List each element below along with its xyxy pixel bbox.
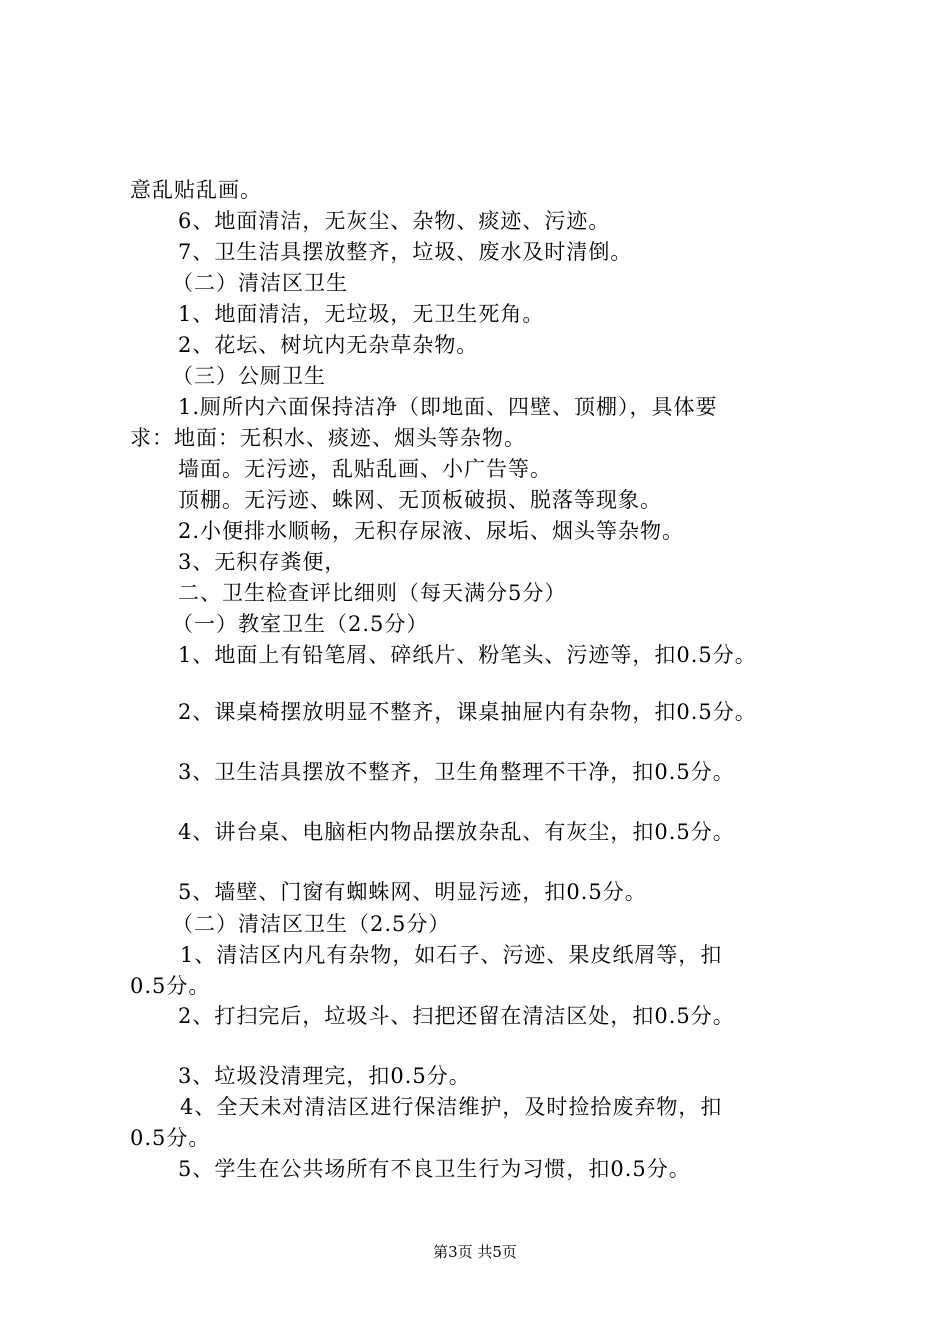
text-line: 0.5分。 (130, 974, 211, 998)
text-line: 墙面。无污迹，乱贴乱画、小广告等。 (178, 457, 552, 481)
text-line: 顶棚。无污迹、蛛网、无顶板破损、脱落等现象。 (178, 488, 662, 512)
text-line: 3、无积存粪便， (178, 550, 347, 574)
text-line: 1、清洁区内凡有杂物，如石子、污迹、果皮纸屑等，扣 (180, 943, 723, 967)
text-line: 5、墙壁、门窗有蜘蛛网、明显污迹，扣0.5分。 (178, 880, 647, 904)
text-line: 1、地面上有铅笔屑、碎纸片、粉笔头、污迹等，扣0.5分。 (178, 643, 757, 667)
text-line: 求：地面：无积水、痰迹、烟头等杂物。 (130, 426, 526, 450)
text-line: 1.厕所内六面保持洁净（即地面、四壁、顶棚），具体要 (178, 395, 718, 419)
text-line: 5、学生在公共场所有不良卫生行为习惯，扣0.5分。 (178, 1157, 691, 1181)
text-line: 6、地面清洁，无灰尘、杂物、痰迹、污迹。 (178, 209, 611, 233)
text-line: 意乱贴乱画。 (130, 178, 262, 202)
text-line: 4、全天未对清洁区进行保洁维护，及时捡拾废弃物，扣 (180, 1095, 723, 1119)
text-line: 2、课桌椅摆放明显不整齐，课桌抽屉内有杂物，扣0.5分。 (178, 700, 757, 724)
section-heading: 二、卫生检查评比细则（每天满分5分） (178, 581, 567, 605)
text-line: 0.5分。 (130, 1126, 211, 1150)
section-heading: （二）清洁区卫生 (172, 271, 348, 295)
page-footer: 第3页 共5页 (433, 1243, 517, 1261)
text-line: 3、卫生洁具摆放不整齐，卫生角整理不干净，扣0.5分。 (178, 760, 735, 784)
text-line: 2、打扫完后，垃圾斗、扫把还留在清洁区处，扣0.5分。 (178, 1004, 735, 1028)
text-line: 7、卫生洁具摆放整齐，垃圾、废水及时清倒。 (178, 240, 633, 264)
text-line: 3、垃圾没清理完，扣0.5分。 (178, 1064, 471, 1088)
section-heading: （二）清洁区卫生（2.5分） (172, 912, 451, 936)
section-heading: （一）教室卫生（2.5分） (172, 612, 429, 636)
section-heading: （三）公厕卫生 (172, 364, 326, 388)
text-line: 2.小便排水顺畅，无积存尿液、尿垢、烟头等杂物。 (178, 519, 685, 543)
text-line: 1、地面清洁，无垃圾，无卫生死角。 (178, 302, 545, 326)
text-line: 2、花坛、树坑内无杂草杂物。 (178, 333, 479, 357)
text-line: 4、讲台桌、电脑柜内物品摆放杂乱、有灰尘，扣0.5分。 (178, 820, 735, 844)
